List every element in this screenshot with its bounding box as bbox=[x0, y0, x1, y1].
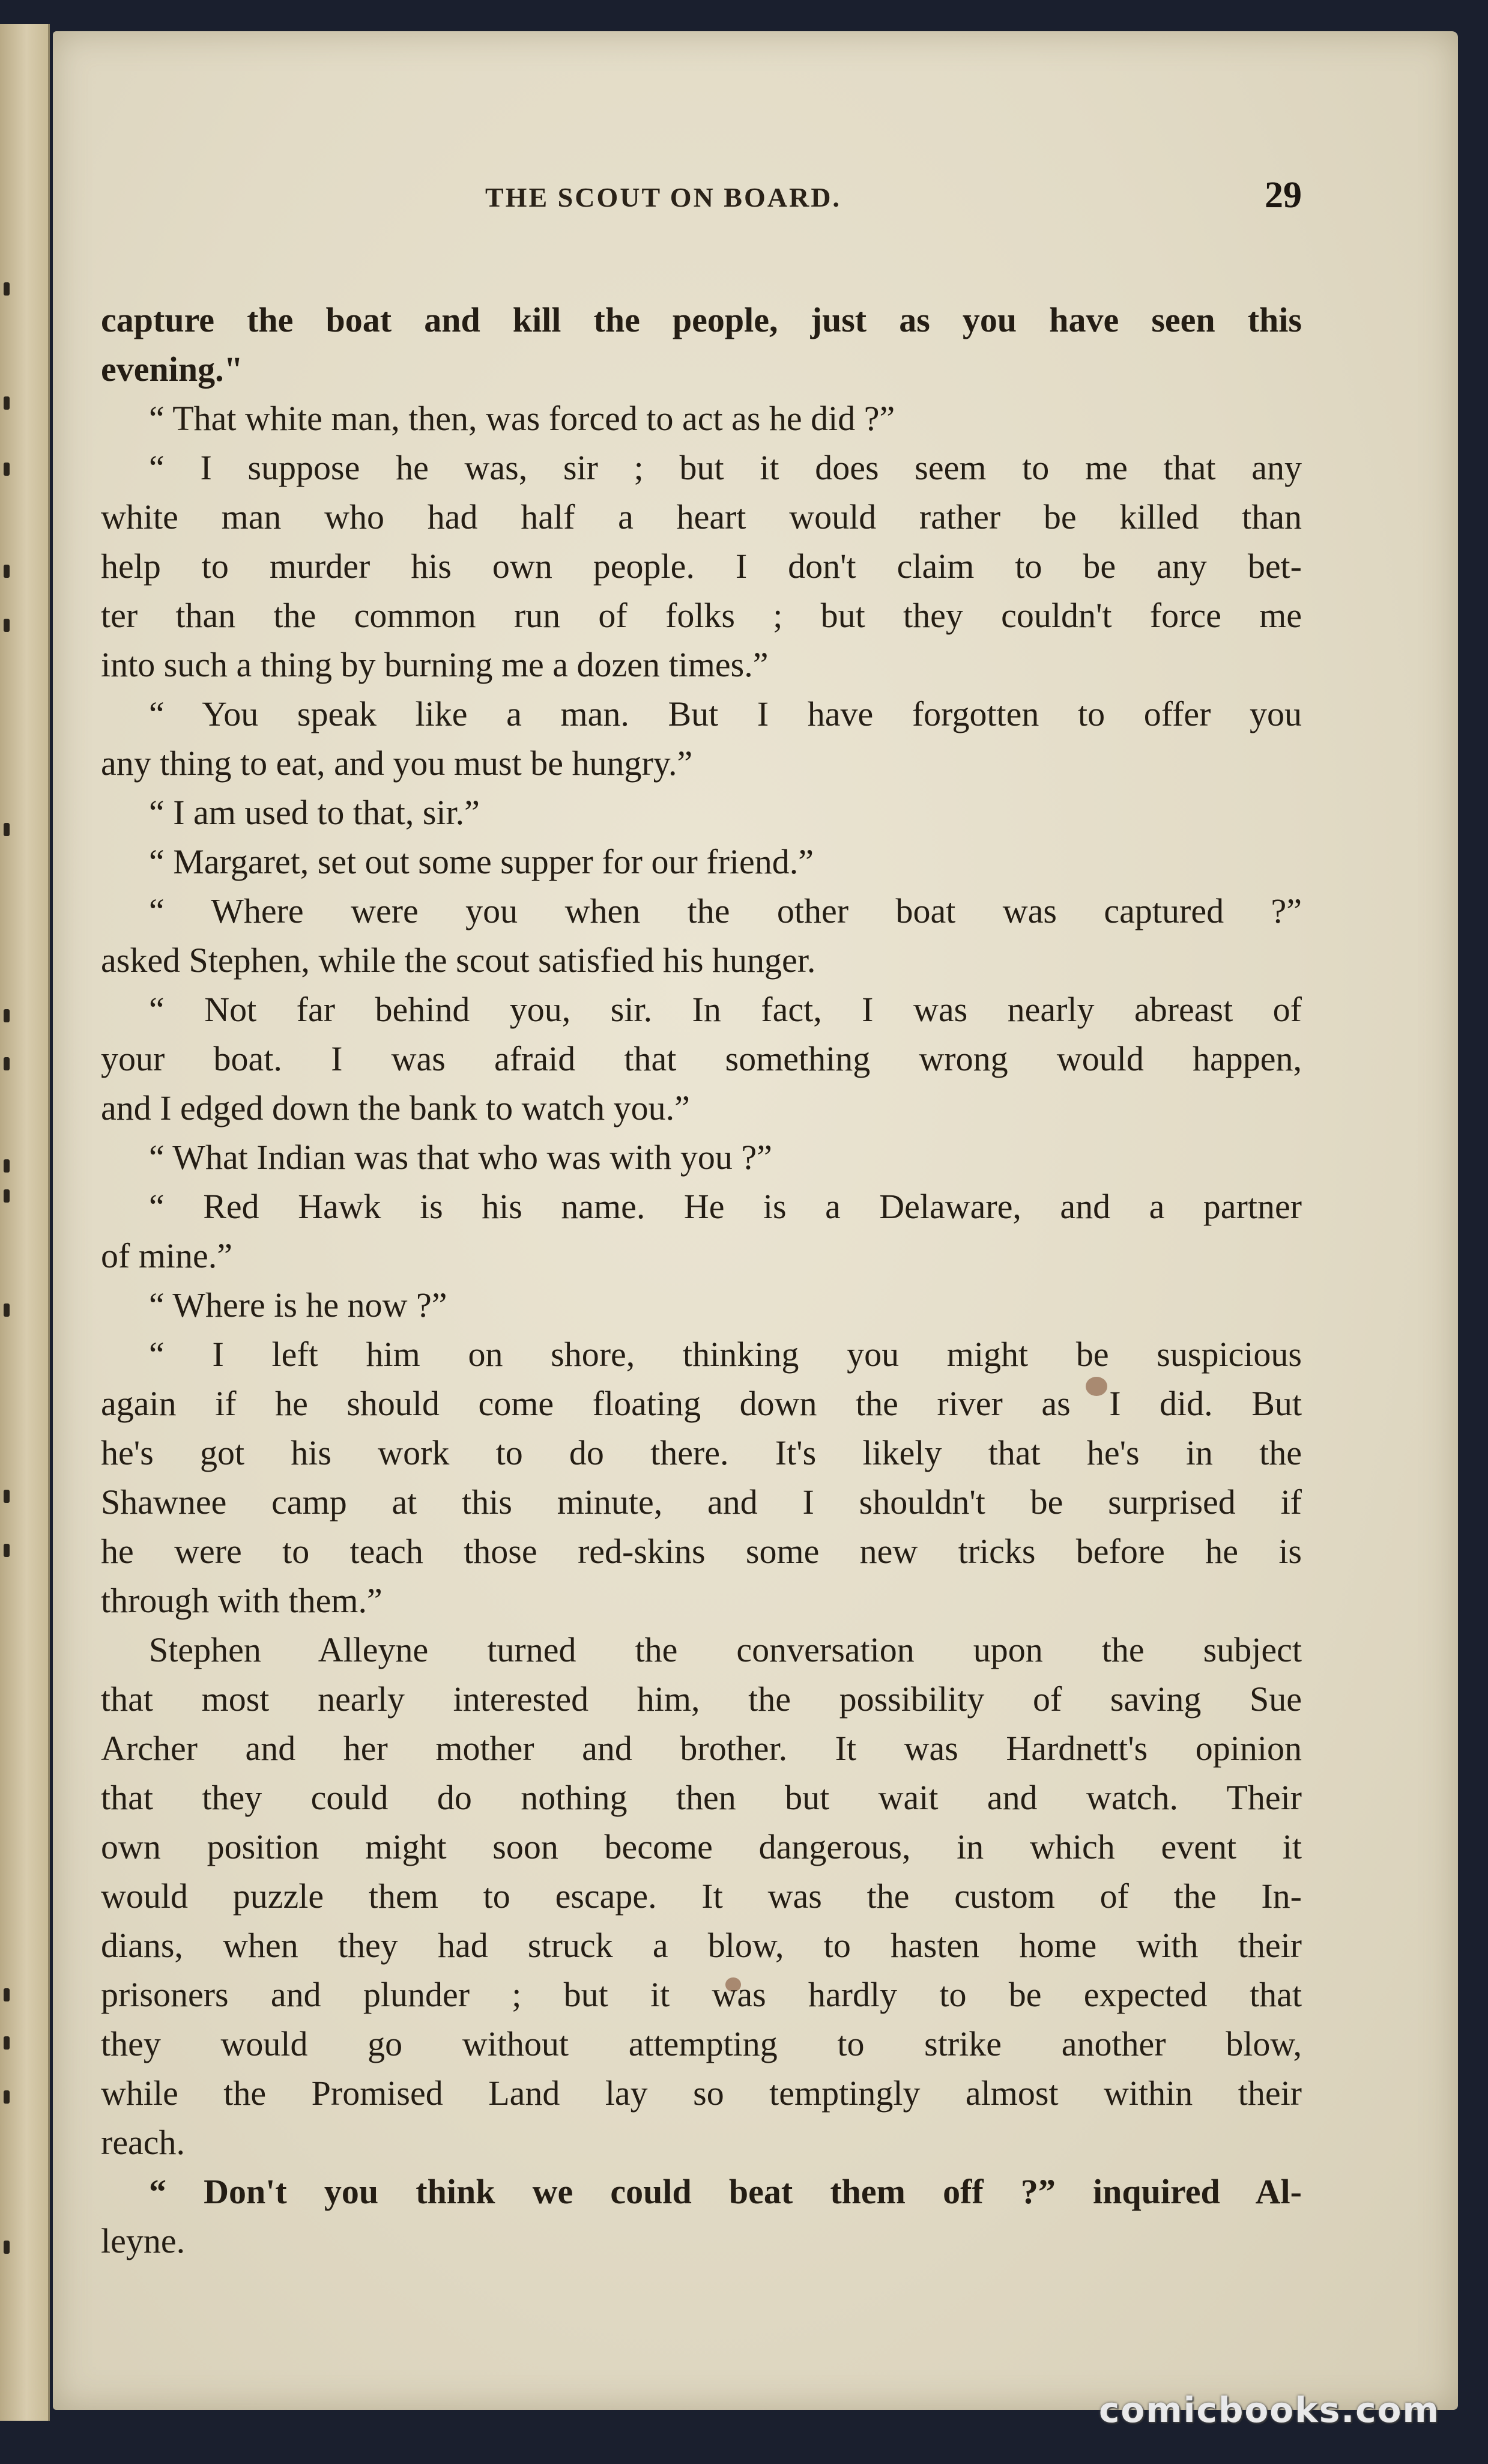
text-line: any thing to eat, and you must be hungry.” bbox=[101, 744, 693, 783]
text-line: prisoners and plunder ; but it was hardly to be expected that bbox=[101, 1975, 1302, 2014]
text-line: reach. bbox=[101, 2123, 186, 2162]
text-line: dians, when they had struck a blow, to hasten home with their bbox=[101, 1926, 1302, 1965]
text-line: Archer and her mother and brother. It was Hardnett's opinion bbox=[101, 1729, 1302, 1768]
text-line: “ Don't you think we could beat them off ?” inquired Al- bbox=[149, 2172, 1302, 2211]
text-fragment bbox=[4, 1490, 10, 1503]
text-fragment bbox=[4, 823, 10, 836]
text-line: evening." bbox=[101, 350, 243, 389]
text-fragment bbox=[4, 2241, 10, 2254]
text-fragment bbox=[4, 396, 10, 410]
text-line: while the Promised Land lay so temptingly almost within their bbox=[101, 2074, 1302, 2113]
text-line: “ That white man, then, was forced to act as he did ?” bbox=[149, 399, 895, 438]
left-page-text-fragments bbox=[4, 24, 28, 2421]
text-line: into such a thing by burning me a dozen times.” bbox=[101, 645, 769, 684]
text-line: “ You speak like a man. But I have forgotten to offer you bbox=[149, 694, 1302, 733]
text-line: own position might soon become dangerous, in which event it bbox=[101, 1827, 1302, 1866]
text-fragment bbox=[4, 463, 10, 476]
text-line: “ I left him on shore, thinking you might be suspicious bbox=[149, 1335, 1302, 1374]
text-line: “ What Indian was that who was with you ?” bbox=[149, 1138, 772, 1177]
text-line: “ I am used to that, sir.” bbox=[149, 793, 480, 832]
text-line: “ Where is he now ?” bbox=[149, 1285, 447, 1325]
text-line: Stephen Alleyne turned the conversation upon the subject bbox=[149, 1630, 1302, 1669]
text-line: again if he should come floating down the river as I did. But bbox=[101, 1384, 1302, 1423]
text-fragment bbox=[4, 1544, 10, 1557]
text-line: they would go without attempting to strike another blow, bbox=[101, 2024, 1302, 2063]
text-fragment bbox=[4, 1009, 10, 1022]
text-line: help to murder his own people. I don't claim to be any bet- bbox=[101, 547, 1302, 586]
text-line: “ Where were you when the other boat was captured ?” bbox=[149, 891, 1302, 930]
text-line: “ I suppose he was, sir ; but it does seem to me that any bbox=[149, 448, 1302, 487]
text-line: would puzzle them to escape. It was the custom of the In- bbox=[101, 1877, 1302, 1916]
text-fragment bbox=[4, 1189, 10, 1203]
text-fragment bbox=[4, 1057, 10, 1070]
text-line: and I edged down the bank to watch you.” bbox=[101, 1088, 690, 1127]
text-line: your boat. I was afraid that something wrong would happen, bbox=[101, 1039, 1302, 1078]
body-text bbox=[101, 296, 1302, 2266]
text-line: he's got his work to do there. It's likely that he's in the bbox=[101, 1433, 1302, 1472]
text-fragment bbox=[4, 2036, 10, 2050]
text-line: Shawnee camp at this minute, and I shouldn't be surprised if bbox=[101, 1482, 1302, 1522]
text-line: capture the boat and kill the people, just as you have seen this bbox=[101, 300, 1302, 339]
text-line: that they could do nothing then but wait and watch. Their bbox=[101, 1778, 1302, 1817]
site-watermark: comicbooks.com bbox=[1099, 2390, 1440, 2430]
left-page-edge bbox=[0, 24, 50, 2421]
text-line: “ Not far behind you, sir. In fact, I was nearly abreast of bbox=[149, 990, 1302, 1029]
book-page bbox=[53, 31, 1458, 2410]
page-header bbox=[53, 175, 1458, 229]
text-line: of mine.” bbox=[101, 1236, 233, 1275]
page-number: 29 bbox=[1265, 175, 1302, 216]
text-fragment bbox=[4, 1303, 10, 1317]
text-fragment bbox=[4, 1159, 10, 1173]
text-line: leyne. bbox=[101, 2221, 186, 2260]
text-line: white man who had half a heart would rather be killed than bbox=[101, 497, 1302, 536]
text-fragment bbox=[4, 2090, 10, 2104]
text-line: ter than the common run of folks ; but they couldn't force me bbox=[101, 596, 1302, 635]
text-fragment bbox=[4, 619, 10, 632]
text-line: asked Stephen, while the scout satisfied his hunger. bbox=[101, 941, 816, 980]
text-fragment bbox=[4, 282, 10, 296]
running-head: THE SCOUT ON BOARD. bbox=[485, 182, 841, 213]
text-fragment bbox=[4, 565, 10, 578]
text-line: through with them.” bbox=[101, 1581, 383, 1620]
text-line: he were to teach those red-skins some new tricks before he is bbox=[101, 1532, 1302, 1571]
text-line: “ Red Hawk is his name. He is a Delaware, and a partner bbox=[149, 1187, 1302, 1226]
text-fragment bbox=[4, 1988, 10, 2001]
text-line: that most nearly interested him, the possibility of saving Sue bbox=[101, 1680, 1302, 1719]
text-line: “ Margaret, set out some supper for our friend.” bbox=[149, 842, 814, 881]
